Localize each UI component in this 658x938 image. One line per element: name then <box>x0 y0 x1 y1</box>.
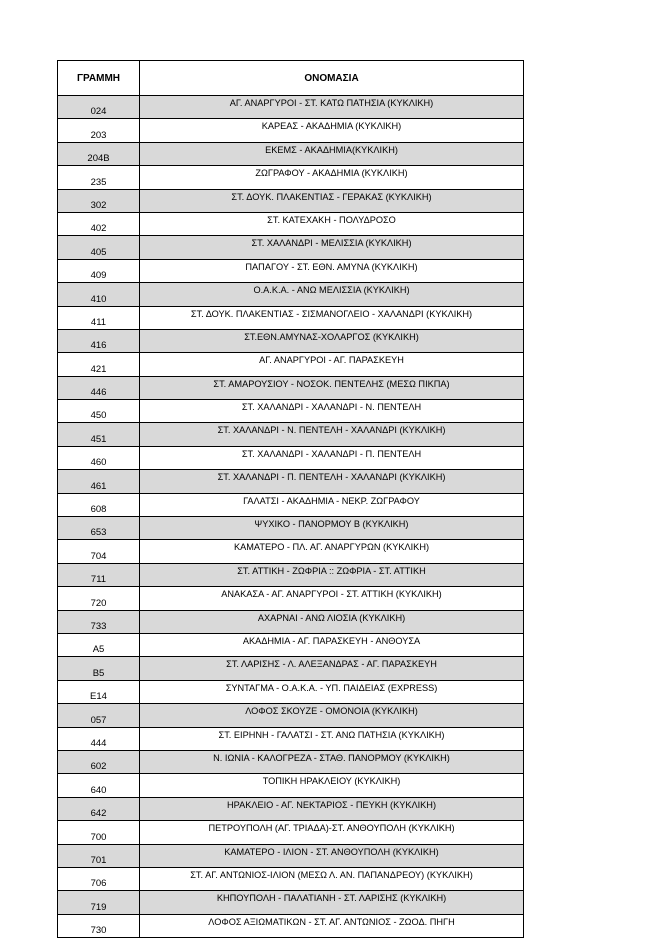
route-code: 024 <box>58 96 140 119</box>
route-code: 704 <box>58 540 140 563</box>
table-row <box>58 587 524 610</box>
route-code: 720 <box>58 587 140 610</box>
table-row <box>58 657 524 680</box>
table-row <box>58 891 524 914</box>
route-name: ΛΟΦΟΣ ΣΚΟΥΖΕ - ΟΜΟΝΟΙΑ (ΚΥΚΛΙΚΗ) <box>140 704 524 727</box>
table-row <box>58 844 524 867</box>
route-name: Ο.Α.Κ.Α. - ΑΝΩ ΜΕΛΙΣΣΙΑ (ΚΥΚΛΙΚΗ) <box>140 283 524 306</box>
route-code: 706 <box>58 867 140 890</box>
route-code: 653 <box>58 517 140 540</box>
table-row <box>58 867 524 890</box>
route-code: 057 <box>58 704 140 727</box>
table-row <box>58 306 524 329</box>
table-row <box>58 376 524 399</box>
route-name: ΖΩΓΡΑΦΟΥ - ΑΚΑΔΗΜΙΑ (ΚΥΚΛΙΚΗ) <box>140 166 524 189</box>
route-name: ΕΚΕΜΣ - ΑΚΑΔΗΜΙΑ(ΚΥΚΛΙΚΗ) <box>140 142 524 165</box>
route-code: Β5 <box>58 657 140 680</box>
route-name: ΣΤ. ΔΟΥΚ. ΠΛΑΚΕΝΤΙΑΣ - ΣΙΣΜΑΝΟΓΛΕΙΟ - ΧΑΛΑΝΔΡΙ (ΚΥΚΛΙΚΗ) <box>140 306 524 329</box>
route-name: ΛΟΦΟΣ ΑΞΙΩΜΑΤΙΚΩΝ - ΣΤ. ΑΓ. ΑΝΤΩΝΙΟΣ - ΖΩΟΔ. ΠΗΓΗ <box>140 914 524 937</box>
table-row <box>58 704 524 727</box>
table-row <box>58 353 524 376</box>
route-code: 719 <box>58 891 140 914</box>
table-row <box>58 797 524 820</box>
header-row <box>58 61 524 96</box>
routes-table <box>57 60 524 938</box>
route-name: ΣΥΝΤΑΓΜΑ - Ο.Α.Κ.Α. - ΥΠ. ΠΑΙΔΕΙΑΣ (EXPRESS) <box>140 680 524 703</box>
route-code: 203 <box>58 119 140 142</box>
table-row <box>58 563 524 586</box>
table-row <box>58 329 524 352</box>
table-row <box>58 493 524 516</box>
route-code: Α5 <box>58 633 140 656</box>
route-code: 444 <box>58 727 140 750</box>
route-code: 602 <box>58 750 140 773</box>
route-name: ΣΤ. ΕΙΡΗΝΗ - ΓΑΛΑΤΣΙ - ΣΤ. ΑΝΩ ΠΑΤΗΣΙΑ (ΚΥΚΛΙΚΗ) <box>140 727 524 750</box>
route-code: 451 <box>58 423 140 446</box>
table-row <box>58 774 524 797</box>
route-name: ΣΤ. ΧΑΛΑΝΔΡΙ - ΜΕΛΙΣΣΙΑ (ΚΥΚΛΙΚΗ) <box>140 236 524 259</box>
route-name: ΣΤ. ΚΑΤΕΧΑΚΗ - ΠΟΛΥΔΡΟΣΟ <box>140 212 524 235</box>
route-code: 711 <box>58 563 140 586</box>
table-row <box>58 96 524 119</box>
route-code: 411 <box>58 306 140 329</box>
route-code: 450 <box>58 400 140 423</box>
route-name: ΤΟΠΙΚΗ ΗΡΑΚΛΕΙΟΥ (ΚΥΚΛΙΚΗ) <box>140 774 524 797</box>
table-row <box>58 166 524 189</box>
table-row <box>58 750 524 773</box>
route-code: 421 <box>58 353 140 376</box>
table-row <box>58 680 524 703</box>
route-code: 446 <box>58 376 140 399</box>
route-name: ΑΓ. ΑΝΑΡΓΥΡΟΙ - ΣΤ. ΚΑΤΩ ΠΑΤΗΣΙΑ (ΚΥΚΛΙΚΗ) <box>140 96 524 119</box>
route-name: ΣΤ. ΑΤΤΙΚΗ - ΖΩΦΡΙΑ :: ΖΩΦΡΙΑ - ΣΤ. ΑΤΤΙΚΗ <box>140 563 524 586</box>
route-code: 460 <box>58 446 140 469</box>
route-name: ΓΑΛΑΤΣΙ - ΑΚΑΔΗΜΙΑ - ΝΕΚΡ. ΖΩΓΡΑΦΟΥ <box>140 493 524 516</box>
table-row <box>58 423 524 446</box>
route-name: ΑΓ. ΑΝΑΡΓΥΡΟΙ - ΑΓ. ΠΑΡΑΣΚΕΥΗ <box>140 353 524 376</box>
route-name: ΣΤ. ΧΑΛΑΝΔΡΙ - Π. ΠΕΝΤΕΛΗ - ΧΑΛΑΝΔΡΙ (ΚΥΚΛΙΚΗ) <box>140 470 524 493</box>
route-code: 409 <box>58 259 140 282</box>
route-code: Ε14 <box>58 680 140 703</box>
table-row <box>58 142 524 165</box>
route-name: ΣΤ. ΧΑΛΑΝΔΡΙ - Ν. ΠΕΝΤΕΛΗ - ΧΑΛΑΝΔΡΙ (ΚΥΚΛΙΚΗ) <box>140 423 524 446</box>
table-row <box>58 821 524 844</box>
route-code: 204Β <box>58 142 140 165</box>
table-row <box>58 517 524 540</box>
route-name: ΗΡΑΚΛΕΙΟ - ΑΓ. ΝΕΚΤΑΡΙΟΣ - ΠΕΥΚΗ (ΚΥΚΛΙΚΗ) <box>140 797 524 820</box>
route-code: 700 <box>58 821 140 844</box>
route-name: ΨΥΧΙΚΟ - ΠΑΝΟΡΜΟΥ Β (ΚΥΚΛΙΚΗ) <box>140 517 524 540</box>
table-row <box>58 540 524 563</box>
route-code: 461 <box>58 470 140 493</box>
route-name: Ν. ΙΩΝΙΑ - ΚΑΛΟΓΡΕΖΑ - ΣΤΑΘ. ΠΑΝΟΡΜΟΥ (ΚΥΚΛΙΚΗ) <box>140 750 524 773</box>
route-name: ΑΚΑΔΗΜΙΑ - ΑΓ. ΠΑΡΑΣΚΕΥΗ - ΑΝΘΟΥΣΑ <box>140 633 524 656</box>
route-code: 642 <box>58 797 140 820</box>
table-row <box>58 446 524 469</box>
table-row <box>58 212 524 235</box>
route-code: 730 <box>58 914 140 937</box>
routes-body <box>58 96 524 938</box>
route-name: ΠΑΠΑΓΟΥ - ΣΤ. ΕΘΝ. ΑΜΥΝΑ (ΚΥΚΛΙΚΗ) <box>140 259 524 282</box>
header-name: ΟΝΟΜΑΣΙΑ <box>140 61 524 96</box>
route-code: 416 <box>58 329 140 352</box>
route-name: ΣΤ. ΧΑΛΑΝΔΡΙ - ΧΑΛΑΝΔΡΙ - Π. ΠΕΝΤΕΛΗ <box>140 446 524 469</box>
route-code: 701 <box>58 844 140 867</box>
route-code: 640 <box>58 774 140 797</box>
route-name: ΚΑΜΑΤΕΡΟ - ΙΛΙΟΝ - ΣΤ. ΑΝΘΟΥΠΟΛΗ (ΚΥΚΛΙΚΗ) <box>140 844 524 867</box>
route-name: ΣΤ. ΧΑΛΑΝΔΡΙ - ΧΑΛΑΝΔΡΙ - Ν. ΠΕΝΤΕΛΗ <box>140 400 524 423</box>
route-name: ΣΤ. ΛΑΡΙΣΗΣ - Λ. ΑΛΕΞΑΝΔΡΑΣ - ΑΓ. ΠΑΡΑΣΚΕΥΗ <box>140 657 524 680</box>
table-row <box>58 236 524 259</box>
table-row <box>58 727 524 750</box>
route-name: ΣΤ. ΑΜΑΡΟΥΣΙΟΥ - ΝΟΣΟΚ. ΠΕΝΤΕΛΗΣ (ΜΕΣΩ ΠΙΚΠΑ) <box>140 376 524 399</box>
route-code: 302 <box>58 189 140 212</box>
route-name: ΠΕΤΡΟΥΠΟΛΗ (ΑΓ. ΤΡΙΑΔΑ)-ΣΤ. ΑΝΘΟΥΠΟΛΗ (ΚΥΚΛΙΚΗ) <box>140 821 524 844</box>
route-code: 733 <box>58 610 140 633</box>
route-code: 235 <box>58 166 140 189</box>
route-name: ΚΑΡΕΑΣ - ΑΚΑΔΗΜΙΑ (ΚΥΚΛΙΚΗ) <box>140 119 524 142</box>
table-row <box>58 283 524 306</box>
route-code: 608 <box>58 493 140 516</box>
route-name: ΣΤ. ΔΟΥΚ. ΠΛΑΚΕΝΤΙΑΣ - ΓΕΡΑΚΑΣ (ΚΥΚΛΙΚΗ) <box>140 189 524 212</box>
table-row <box>58 914 524 937</box>
route-code: 402 <box>58 212 140 235</box>
table-row <box>58 400 524 423</box>
route-name: ΚΗΠΟΥΠΟΛΗ - ΠΑΛΑΤΙΑΝΗ - ΣΤ. ΛΑΡΙΣΗΣ (ΚΥΚΛΙΚΗ) <box>140 891 524 914</box>
table-row <box>58 189 524 212</box>
route-code: 405 <box>58 236 140 259</box>
table-row <box>58 119 524 142</box>
route-name: ΑΧΑΡΝΑΙ - ΑΝΩ ΛΙΟΣΙΑ (ΚΥΚΛΙΚΗ) <box>140 610 524 633</box>
table-row <box>58 259 524 282</box>
route-code: 410 <box>58 283 140 306</box>
table-row <box>58 610 524 633</box>
route-name: ΣΤ. ΑΓ. ΑΝΤΩΝΙΟΣ-ΙΛΙΟΝ (ΜΕΣΩ Λ. ΑΝ. ΠΑΠΑΝΔΡΕΟΥ) (ΚΥΚΛΙΚΗ) <box>140 867 524 890</box>
route-name: ΣΤ.ΕΘΝ.ΑΜΥΝΑΣ-ΧΟΛΑΡΓΟΣ (ΚΥΚΛΙΚΗ) <box>140 329 524 352</box>
route-name: ΚΑΜΑΤΕΡΟ - ΠΛ. ΑΓ. ΑΝΑΡΓΥΡΩΝ (ΚΥΚΛΙΚΗ) <box>140 540 524 563</box>
header-code: ΓΡΑΜΜΗ <box>58 61 140 96</box>
route-name: ΑΝΑΚΑΣΑ - ΑΓ. ΑΝΑΡΓΥΡΟΙ - ΣΤ. ΑΤΤΙΚΗ (ΚΥΚΛΙΚΗ) <box>140 587 524 610</box>
table-row <box>58 470 524 493</box>
table-row <box>58 633 524 656</box>
